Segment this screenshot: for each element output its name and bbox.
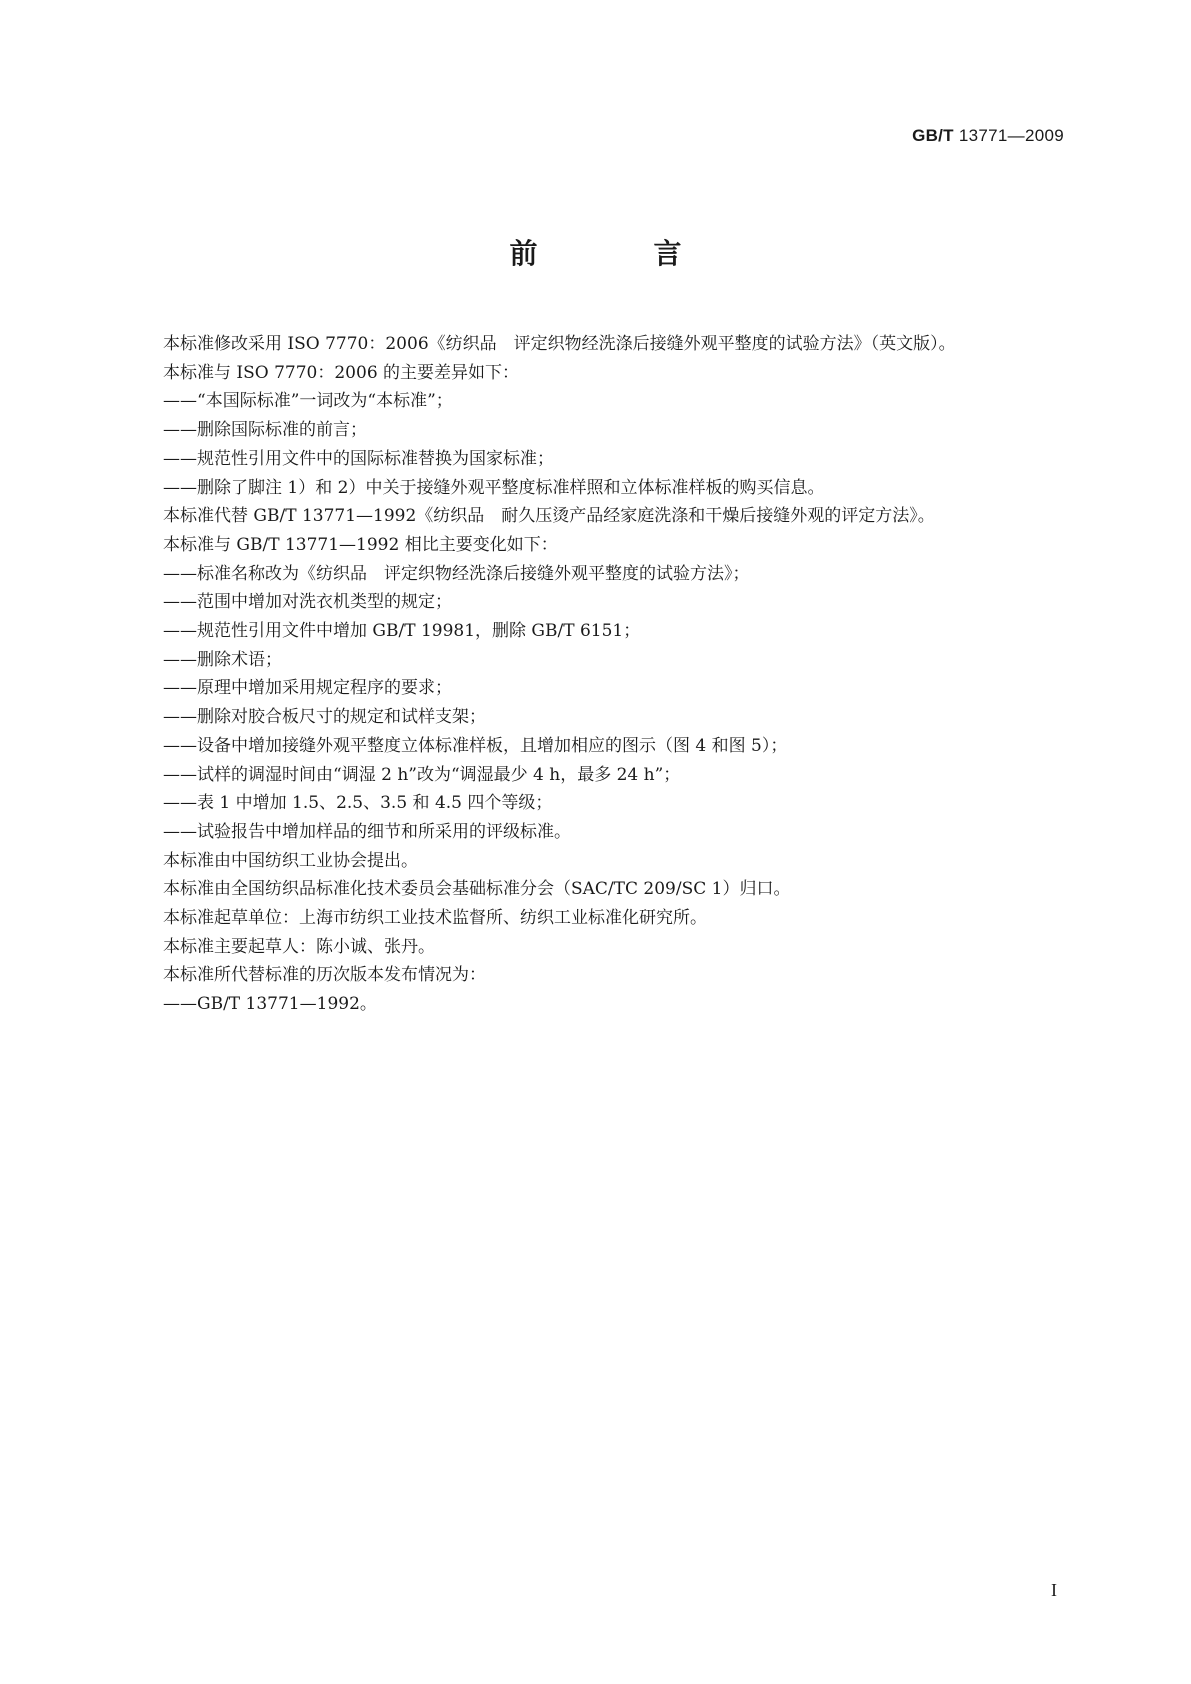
list-main-changes	[123, 560, 1063, 847]
paragraph-proposer: 本标准由中国纺织工业协会提出。	[163, 850, 418, 871]
list-item: ——删除对胶合板尺寸的规定和试样支架；	[163, 707, 486, 728]
paragraph-adoption: 本标准修改采用 ISO 7770：2006《纺织品 评定织物经洗涤后接缝外观平整度的试验方法》（英文版）。	[163, 334, 956, 354]
paragraph-responsible-committee: 本标准由全国纺织品标准化技术委员会基础标准分会（SAC/TC 209/SC 1）归口。	[163, 879, 791, 900]
list-item: ——表 1 中增加 1.5、2.5、3.5 和 4.5 四个等级；	[163, 793, 553, 814]
paragraph-drafting-units: 本标准起草单位：上海市纺织工业技术监督所、纺织工业标准化研究所。	[163, 908, 707, 929]
list-item: ——设备中增加接缝外观平整度立体标准样板，且增加相应的图示（图 4 和图 5）；	[163, 735, 788, 756]
list-item: ——标准名称改为《纺织品 评定织物经洗涤后接缝外观平整度的试验方法》；	[163, 563, 750, 584]
paragraph-drafters: 本标准主要起草人：陈小诚、张丹。	[163, 936, 435, 957]
standard-code	[912, 126, 1064, 146]
paragraph-main-changes-intro: 本标准与 GB/T 13771—1992 相比主要变化如下：	[163, 534, 558, 555]
list-item: ——“本国际标准”一词改为“本标准”；	[163, 391, 453, 412]
standard-code-number: 13771—2009	[958, 126, 1064, 145]
list-item: ——删除国际标准的前言；	[163, 420, 367, 441]
list-item: ——范围中增加对洗衣机类型的规定；	[163, 592, 452, 613]
paragraph-replaces: 本标准代替 GB/T 13771—1992《纺织品 耐久压烫产品经家庭洗涤和干燥后接缝外观的评定方法》。	[163, 506, 935, 527]
page-title: 前 言	[509, 237, 726, 270]
list-previous-editions	[123, 990, 1063, 1019]
list-item: ——GB/T 13771—1992。	[163, 994, 377, 1015]
paragraph-previous-editions-intro: 本标准所代替标准的历次版本发布情况为：	[163, 965, 486, 986]
list-item: ——原理中增加采用规定程序的要求；	[163, 678, 452, 699]
list-item: ——试样的调湿时间由“调湿 2 h”改为“调湿最少 4 h，最多 24 h”；	[163, 764, 681, 785]
document-body	[123, 330, 1063, 1019]
list-item: ——删除术语；	[163, 649, 282, 670]
list-item: ——试验报告中增加样品的细节和所采用的评级标准。	[163, 821, 571, 842]
page-number: I	[1051, 1580, 1057, 1600]
standard-code-prefix: GB/T	[912, 126, 954, 145]
list-item: ——规范性引用文件中的国际标准替换为国家标准；	[163, 448, 554, 469]
list-item: ——删除了脚注 1）和 2）中关于接缝外观平整度标准样照和立体标准样板的购买信息。	[163, 477, 825, 498]
paragraph-iso-differences-intro: 本标准与 ISO 7770：2006 的主要差异如下：	[163, 362, 520, 383]
list-item: ——规范性引用文件中增加 GB/T 19981，删除 GB/T 6151；	[163, 621, 641, 642]
list-iso-differences	[123, 387, 1063, 502]
